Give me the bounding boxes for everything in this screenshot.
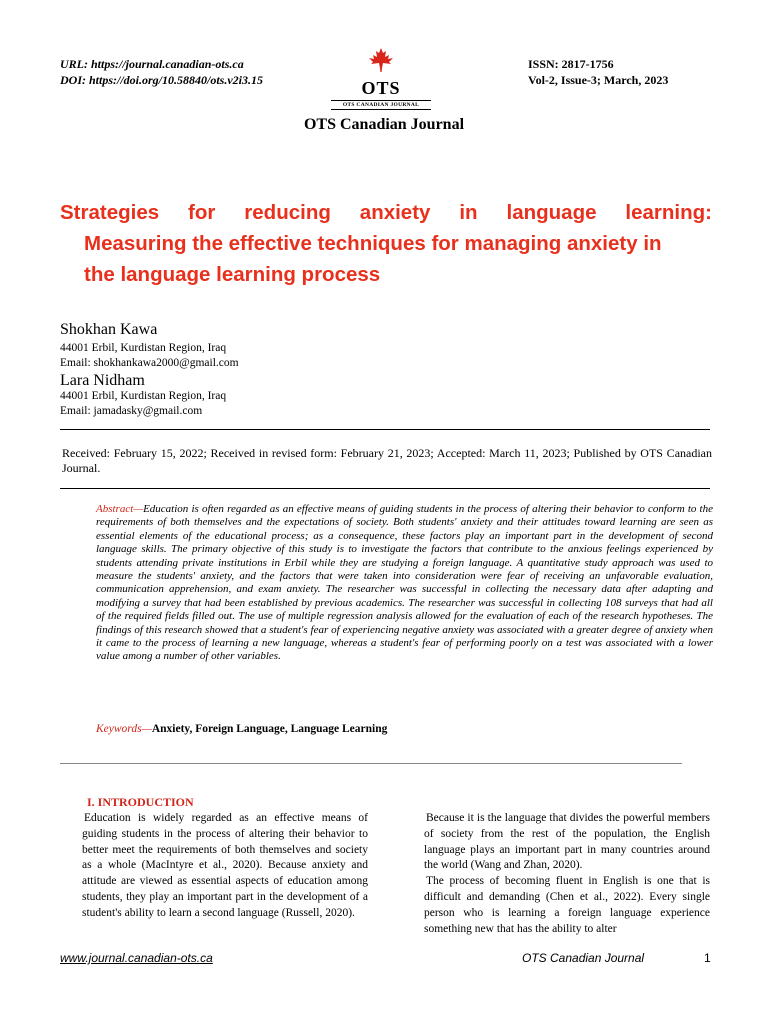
divider-bottom bbox=[60, 488, 710, 489]
title-line-1: Strategies for reducing anxiety in language learning: bbox=[60, 201, 712, 224]
abstract-label: Abstract— bbox=[96, 503, 144, 515]
title-line-2: Measuring the effective techniques for managing anxiety in bbox=[84, 232, 662, 255]
section-heading: I. INTRODUCTION bbox=[87, 795, 194, 809]
keywords-label: Keywords— bbox=[96, 723, 152, 735]
author-email-2[interactable]: Email: jamadasky@gmail.com bbox=[60, 405, 203, 417]
intro-paragraph-3: The process of becoming fluent in English is one that is difficult and demanding (Chen et al., 2022). Every single person who is learning a foreign language experience something new that has the ability to alter bbox=[424, 875, 710, 935]
header-right bbox=[528, 56, 668, 88]
paper-title bbox=[60, 197, 712, 290]
journal-logo bbox=[325, 48, 437, 110]
keywords-text: Anxiety, Foreign Language, Language Learning bbox=[151, 723, 388, 735]
author-name-2: Lara Nidham bbox=[60, 372, 145, 389]
divider-section bbox=[60, 763, 682, 764]
page-number: 1 bbox=[704, 951, 711, 965]
received-dates: Received: February 15, 2022; Received in revised form: February 21, 2023; Accepted: March 11, 2023; Published by OTS Canadian Journal. bbox=[62, 446, 712, 475]
logo-text: OTS bbox=[361, 78, 401, 98]
author-address-1: 44001 Erbil, Kurdistan Region, Iraq bbox=[60, 342, 227, 354]
abstract bbox=[96, 503, 713, 664]
divider-top bbox=[60, 429, 710, 430]
header-volume: Vol-2, Issue-3; March, 2023 bbox=[528, 73, 669, 87]
footer-link[interactable]: www.journal.canadian-ots.ca bbox=[60, 951, 213, 965]
maple-leaf-icon bbox=[368, 48, 394, 72]
intro-paragraph-2: Because it is the language that divides the powerful members of society from the rest of the population, the English language plays an important part in many countries around the world (Wang and Zhan, 2020). bbox=[424, 812, 710, 872]
header-doi[interactable]: DOI: https://doi.org/10.58840/ots.v2i3.15 bbox=[60, 73, 264, 87]
header-url[interactable]: URL: https://journal.canadian-ots.ca bbox=[60, 57, 244, 71]
keywords bbox=[96, 723, 387, 735]
left-column bbox=[82, 811, 368, 922]
right-column bbox=[424, 811, 710, 937]
author-name-1: Shokhan Kawa bbox=[60, 321, 158, 338]
title-line-3: the language learning process bbox=[84, 263, 381, 286]
author-address-2: 44001 Erbil, Kurdistan Region, Iraq bbox=[60, 390, 227, 402]
header-left bbox=[60, 56, 263, 88]
header-issn: ISSN: 2817-1756 bbox=[528, 57, 614, 71]
footer-journal: OTS Canadian Journal bbox=[522, 951, 645, 965]
abstract-text: Education is often regarded as an effective means of guiding students in the process of altering their behavior to conform to the requirements of both themselves and the expectations of society. Both students' anxiety and their attitudes toward learning are seen as essential elements of the educational process; as a consequence, these factors play an important part in the development of second language skills. The primary objective of this study is to investigate the factors that contribute to the anxious feelings experienced by students attending private institutions in Erbil while they are studying a foreign language. A quantitative study approach was used to measure the students' anxiety, and the factors that were taken into consideration were fear of receiving an unfavorable evaluation, communication apprehension, and exam anxiety. The researcher was successful in collecting the necessary data after adapting and modifying a survey that had been established by previous academics. The researcher was successful in collecting 108 surveys that had all of the required fields filled out. The use of multiple regression analysis allowed for the evaluation of each of the research hypotheses. The findings of this research showed that a student's fear of experiencing negative anxiety was associated with a greater degree of anxiety when it came to the process of learning a new language, whereas a student's fear of performing poorly on a test was associated with a lower value among a number of other variables. bbox=[96, 503, 713, 663]
author-email-1[interactable]: Email: shokhankawa2000@gmail.com bbox=[60, 357, 239, 369]
intro-paragraph-1: Education is widely regarded as an effective means of guiding students in the process of altering their behavior to better meet the requirements of both themselves and society as a whole (MacIntyre et al., 2020). Because anxiety and attitude are viewed as essential aspects of education among students, they play an important part in the development of a student's ability to learn a second language (Russell, 2020). bbox=[82, 812, 368, 919]
logo-subtext: OTS CANADIAN JOURNAL bbox=[331, 100, 431, 110]
journal-name: OTS Canadian Journal bbox=[303, 116, 465, 133]
